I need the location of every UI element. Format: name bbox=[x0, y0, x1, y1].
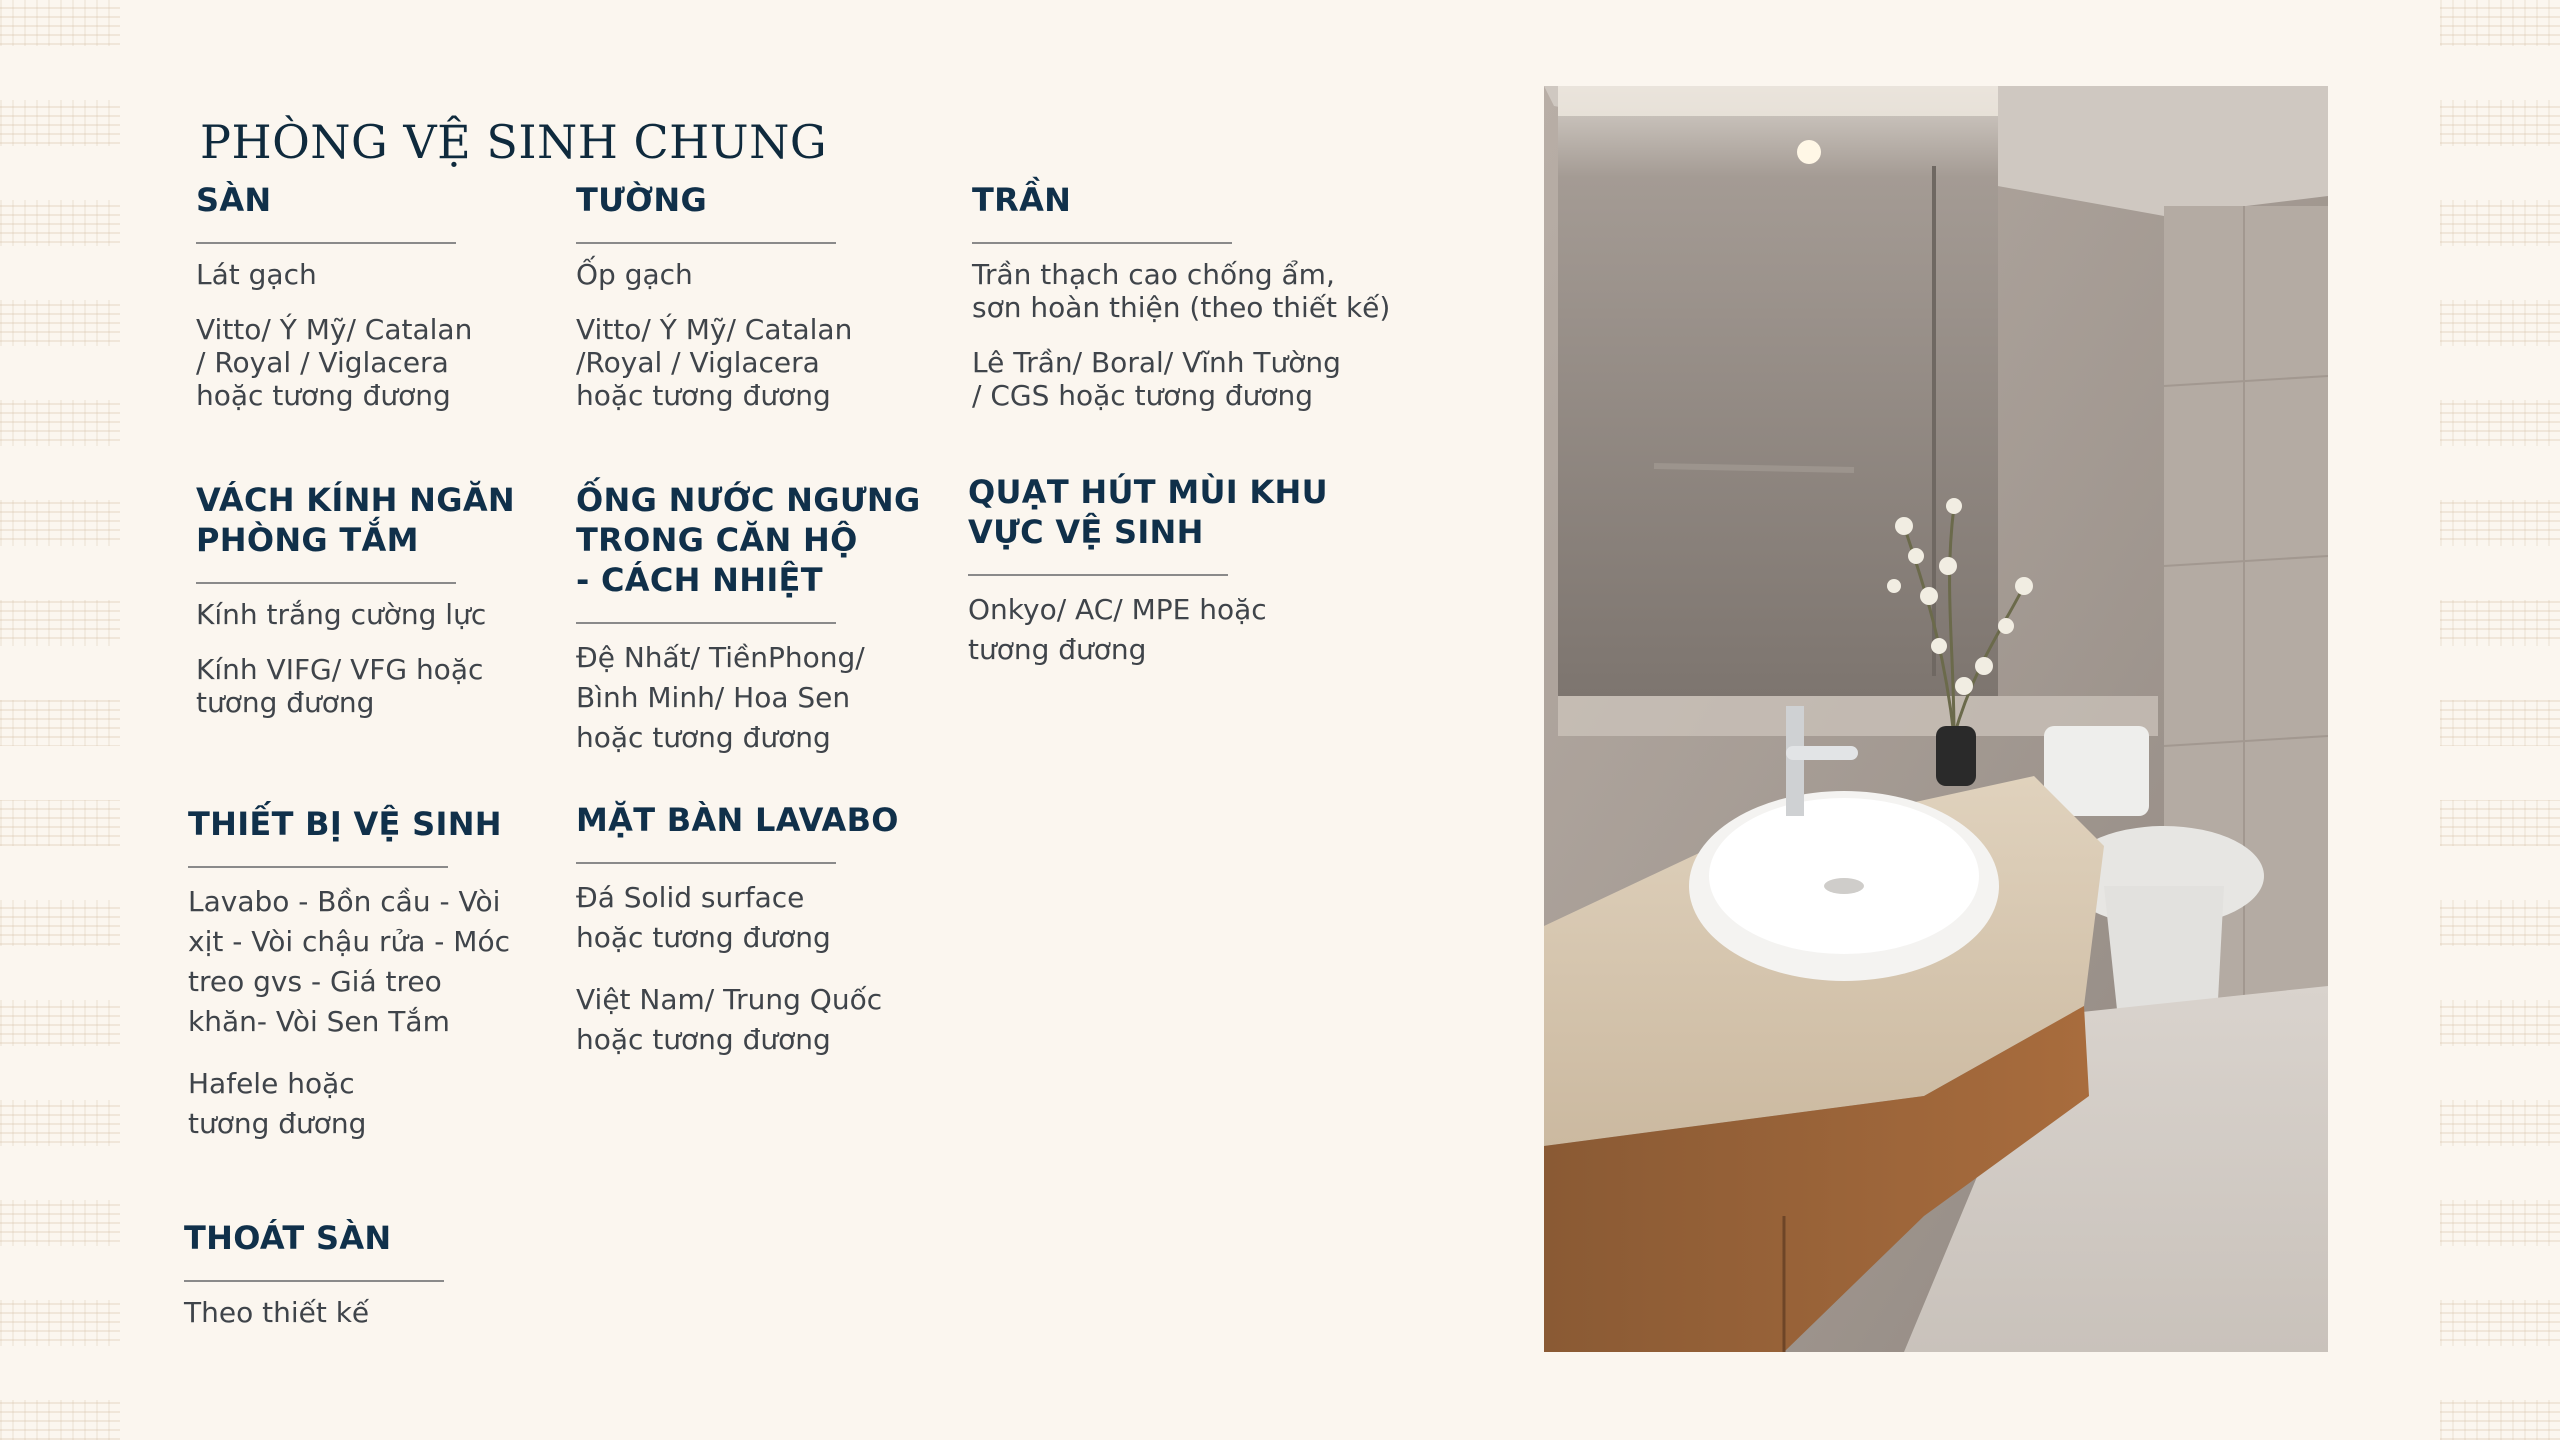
divider bbox=[576, 242, 836, 244]
spec-text: Lê Trần/ Boral/ Vĩnh Tường / CGS hoặc tương đương bbox=[972, 346, 1341, 412]
spec-text: Vitto/ Ý Mỹ/ Catalan /Royal / Viglacera hoặc tương đương bbox=[576, 313, 853, 412]
spec-text: Onkyo/ AC/ MPE hoặc tương đương bbox=[968, 593, 1267, 666]
section-heading: TRẦN bbox=[972, 181, 1072, 219]
section-heading: SÀN bbox=[196, 181, 272, 219]
spec-text: Kính VIFG/ VFG hoặc tương đương bbox=[196, 653, 484, 719]
divider bbox=[184, 1280, 444, 1282]
decorative-pattern-left bbox=[0, 0, 120, 1440]
spec-text: Vitto/ Ý Mỹ/ Catalan / Royal / Viglacera hoặc tương đương bbox=[196, 313, 473, 412]
spec-text: Đệ Nhất/ TiềnPhong/ Bình Minh/ Hoa Sen hoặc tương đương bbox=[576, 641, 865, 754]
spec-text: Hafele hoặc tương đương bbox=[188, 1067, 367, 1140]
spec-text: Theo thiết kế bbox=[184, 1296, 370, 1329]
section-shower-glass bbox=[196, 480, 556, 741]
section-condensate-pipe bbox=[576, 480, 936, 780]
divider bbox=[196, 582, 456, 584]
spec-text: Lavabo - Bồn cầu - Vòi xịt - Vòi chậu rửa - Móc treo gvs - Giá treo khăn- Vòi Sen Tắm bbox=[188, 885, 510, 1038]
spec-text: Lát gạch bbox=[196, 258, 317, 291]
spec-text: Kính trắng cường lực bbox=[196, 598, 487, 631]
section-exhaust-fan bbox=[968, 472, 1328, 692]
divider bbox=[576, 862, 836, 864]
section-floor bbox=[196, 180, 556, 434]
divider bbox=[972, 242, 1232, 244]
decorative-pattern-right bbox=[2440, 0, 2560, 1440]
section-heading: THOÁT SÀN bbox=[184, 1219, 392, 1257]
spec-text: Trần thạch cao chống ẩm, sơn hoàn thiện (theo thiết kế) bbox=[972, 258, 1391, 324]
section-heading: THIẾT BỊ VỆ SINH bbox=[188, 805, 502, 843]
spec-text: Đá Solid surface hoặc tương đương bbox=[576, 881, 831, 954]
section-sanitary-equipment bbox=[188, 804, 548, 1166]
section-heading: ỐNG NƯỚC NGƯNG TRONG CĂN HỘ - CÁCH NHIỆT bbox=[576, 481, 921, 599]
section-vanity-top bbox=[576, 800, 936, 1082]
section-ceiling bbox=[972, 180, 1432, 434]
spec-text: Ốp gạch bbox=[576, 258, 693, 291]
section-heading: QUẠT HÚT MÙI KHU VỰC VỆ SINH bbox=[968, 473, 1328, 551]
section-wall bbox=[576, 180, 936, 434]
section-heading: TƯỜNG bbox=[576, 181, 708, 219]
divider bbox=[188, 866, 448, 868]
divider bbox=[196, 242, 456, 244]
divider bbox=[576, 622, 836, 624]
section-floor-drain bbox=[184, 1218, 544, 1351]
divider bbox=[968, 574, 1228, 576]
spec-text: Việt Nam/ Trung Quốc hoặc tương đương bbox=[576, 983, 883, 1056]
bathroom-photo bbox=[1544, 86, 2328, 1352]
page-title: PHÒNG VỆ SINH CHUNG bbox=[200, 114, 828, 169]
section-heading: VÁCH KÍNH NGĂN PHÒNG TẮM bbox=[196, 481, 515, 559]
section-heading: MẶT BÀN LAVABO bbox=[576, 801, 899, 839]
